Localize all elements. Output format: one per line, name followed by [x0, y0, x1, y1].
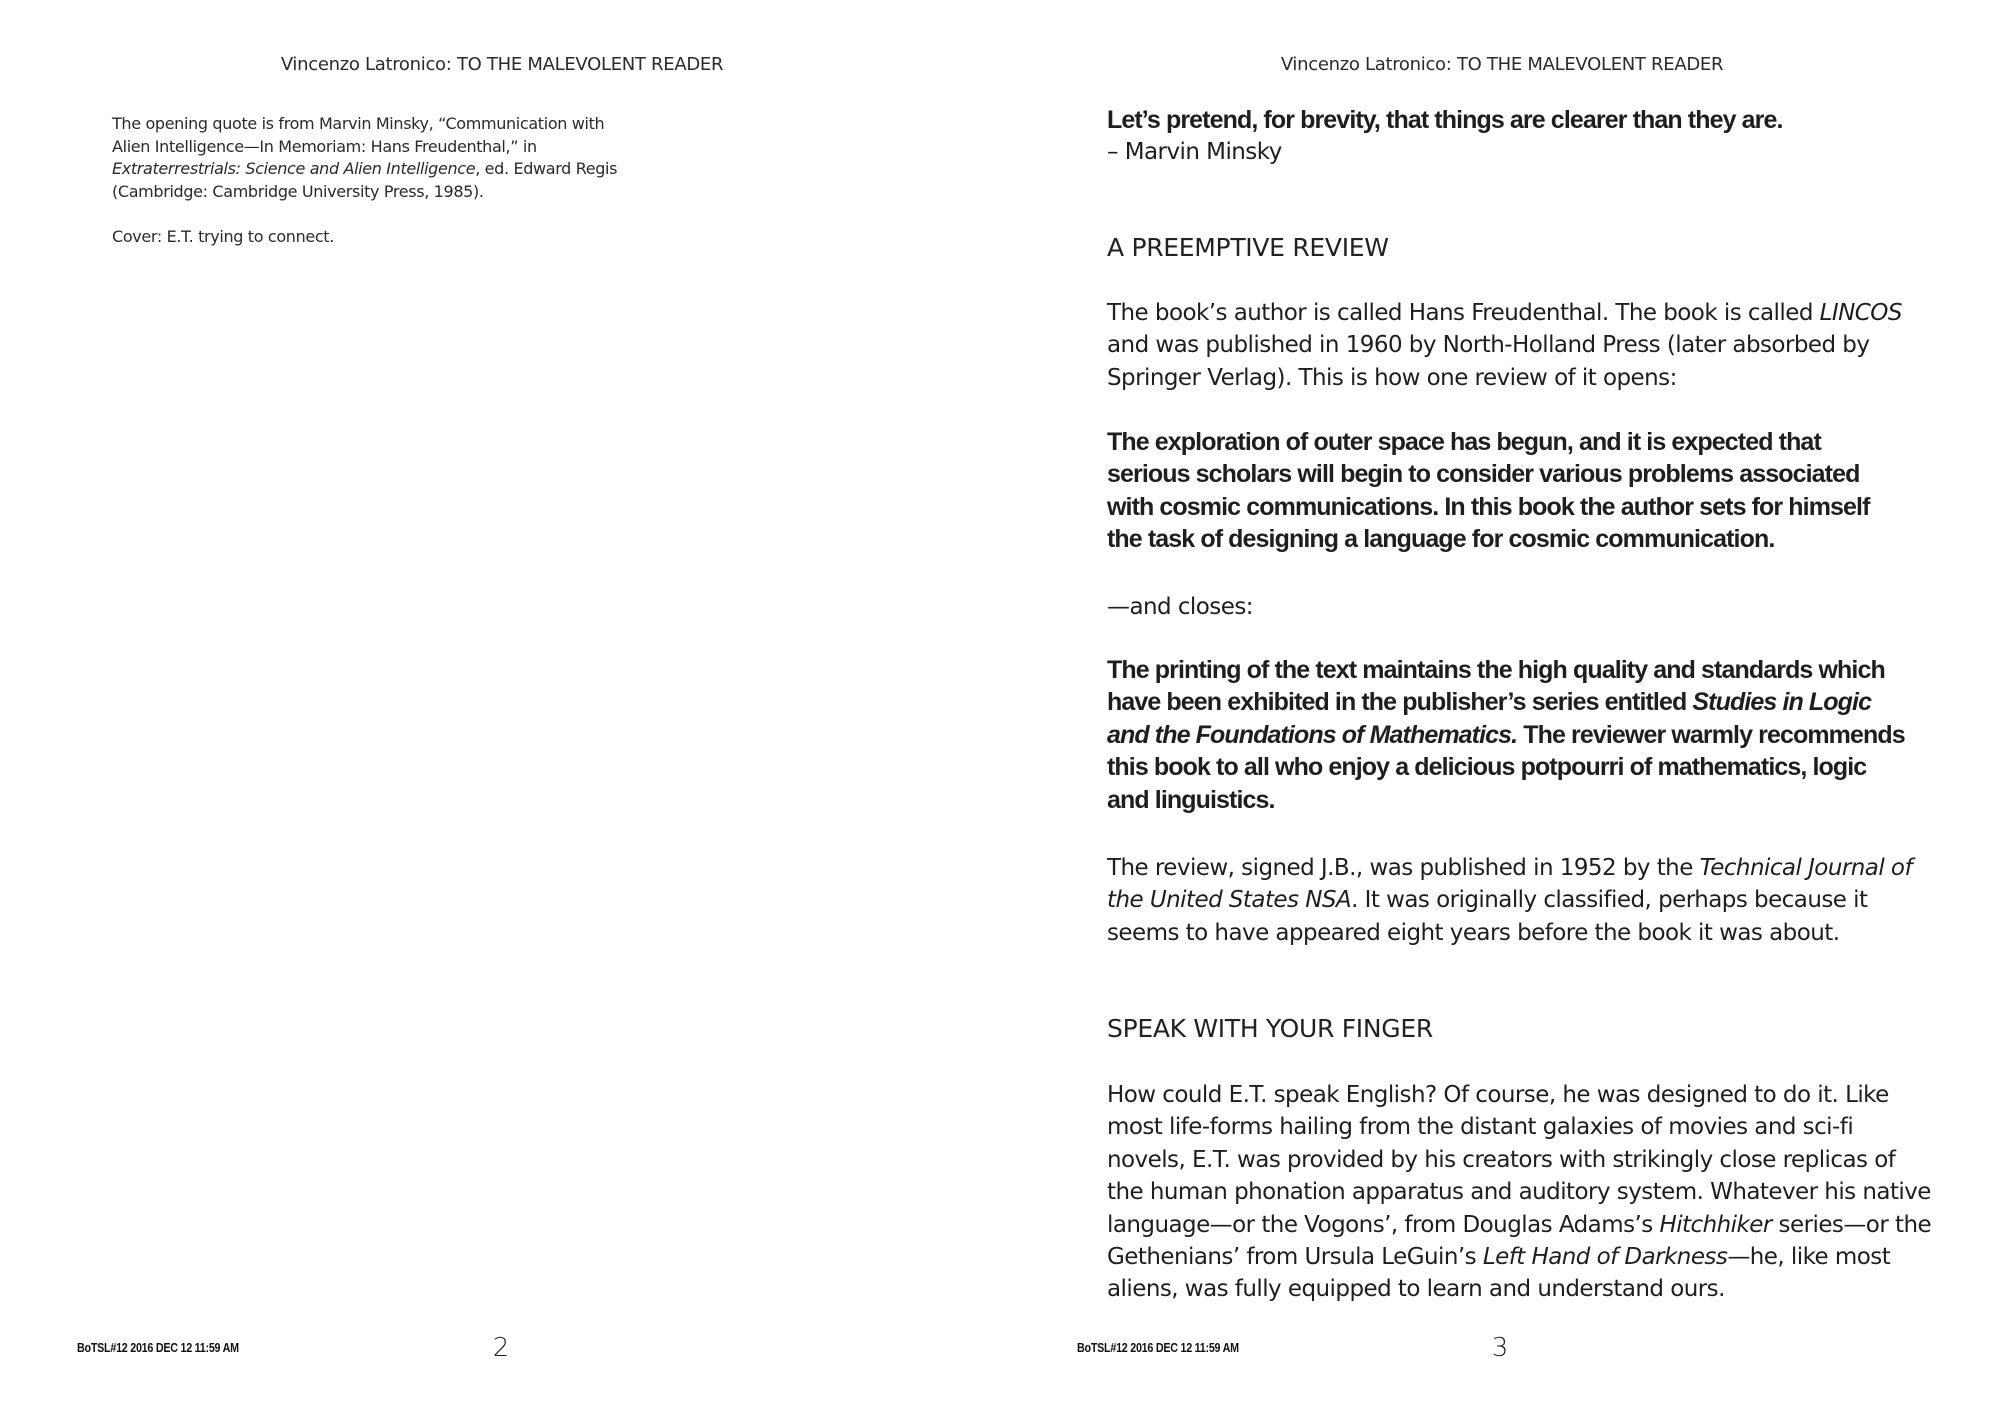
front-matter-notes: [112, 113, 672, 248]
text: How could E.T. speak English? Of course, he was designed to do it. Like most life-forms hailing from the distant galaxies of movies and sci-fi novels, E.T. was provided by his creators with strikingly close replicas of the human phonation apparatus and auditory system. Whatever his native language—or the Vogons’, from Douglas Adams’s: [1107, 1082, 1931, 1238]
credit-line: The opening quote is from Marvin Minsky, “Communication with: [112, 114, 605, 133]
section-heading-speak-with-your-finger: SPEAK WITH YOUR FINGER: [1107, 1014, 1433, 1043]
text: series—or the Gethenians’ from Ursula LeGuin’s: [1107, 1211, 1932, 1271]
left-running-head: Vincenzo Latronico: TO THE MALEVOLENT READER: [280, 54, 724, 75]
series-title-hitchhiker: Hitchhiker: [1659, 1211, 1772, 1238]
epigraph: [1107, 104, 1937, 169]
page-number-right: 3: [1491, 1333, 1509, 1363]
review-closing-quote: [1107, 654, 1912, 816]
text: . It was originally classified, perhaps because it seems to have appeared eight years before the book it was about.: [1107, 887, 1868, 946]
book-title: Extraterrestrials: Science and Alien Intelligence: [112, 159, 476, 178]
journal-title: Technical Journal of the United States NSA: [1107, 855, 1912, 914]
text: and was published in 1960 by North-Holland Press (later absorbed by Springer Verlag). This is how one review of it opens:: [1107, 332, 1870, 391]
credit-line: (Cambridge: Cambridge University Press, 1985).: [112, 181, 484, 201]
epigraph-quote: Let’s pretend, for brevity, that things are clearer than they are.: [1107, 106, 1783, 134]
section-heading-preemptive-review: A PREEMPTIVE REVIEW: [1107, 233, 1389, 262]
and-closes-line: —and closes:: [1107, 594, 1253, 620]
book-title-left-hand: Left Hand of Darkness: [1482, 1244, 1728, 1271]
text: The printing of the text maintains the high quality and standards which have been exhibited in the publisher’s series entitled: [1107, 656, 1885, 717]
review-opening-quote: The exploration of outer space has begun, and it is expected that serious scholars will begin to consider various problems associated with cosmic communications. In this book the author sets for himself the task of designing a language for cosmic communication.: [1107, 428, 1870, 554]
page-number-left: 2: [492, 1333, 510, 1363]
text: The book’s author is called Hans Freudenthal. The book is called: [1107, 300, 1820, 326]
paragraph-review-info: [1107, 852, 1937, 949]
book-title-lincos: LINCOS: [1819, 300, 1902, 326]
right-footer-slug: BoTSL#12 2016 DEC 12 11:59 AM: [1077, 1341, 1239, 1355]
text: The reviewer warmly recommends this book to all who enjoy a delicious potpourri of mathematics, logic and linguistics.: [1107, 720, 1905, 814]
cover-note: Cover: E.T. trying to connect.: [112, 226, 334, 246]
right-running-head: Vincenzo Latronico: TO THE MALEVOLENT READER: [1280, 54, 1724, 75]
credit-note: [112, 113, 672, 203]
text: The review, signed J.B., was published in 1952 by the: [1107, 855, 1700, 881]
series-title: Studies in Logic and the Foundations of Mathematics.: [1107, 688, 1872, 749]
epigraph-attribution: – Marvin Minsky: [1107, 139, 1282, 166]
credit-line: Alien Intelligence—In Memoriam: Hans Freudenthal,” in: [112, 136, 537, 156]
paragraph-intro: [1107, 297, 1937, 394]
credit-line: , ed. Edward Regis: [475, 159, 618, 178]
paragraph-speak: [1107, 1079, 1937, 1306]
text: —he, like most aliens, was fully equipped to learn and understand ours.: [1107, 1244, 1891, 1303]
left-footer-slug: BoTSL#12 2016 DEC 12 11:59 AM: [77, 1341, 239, 1355]
